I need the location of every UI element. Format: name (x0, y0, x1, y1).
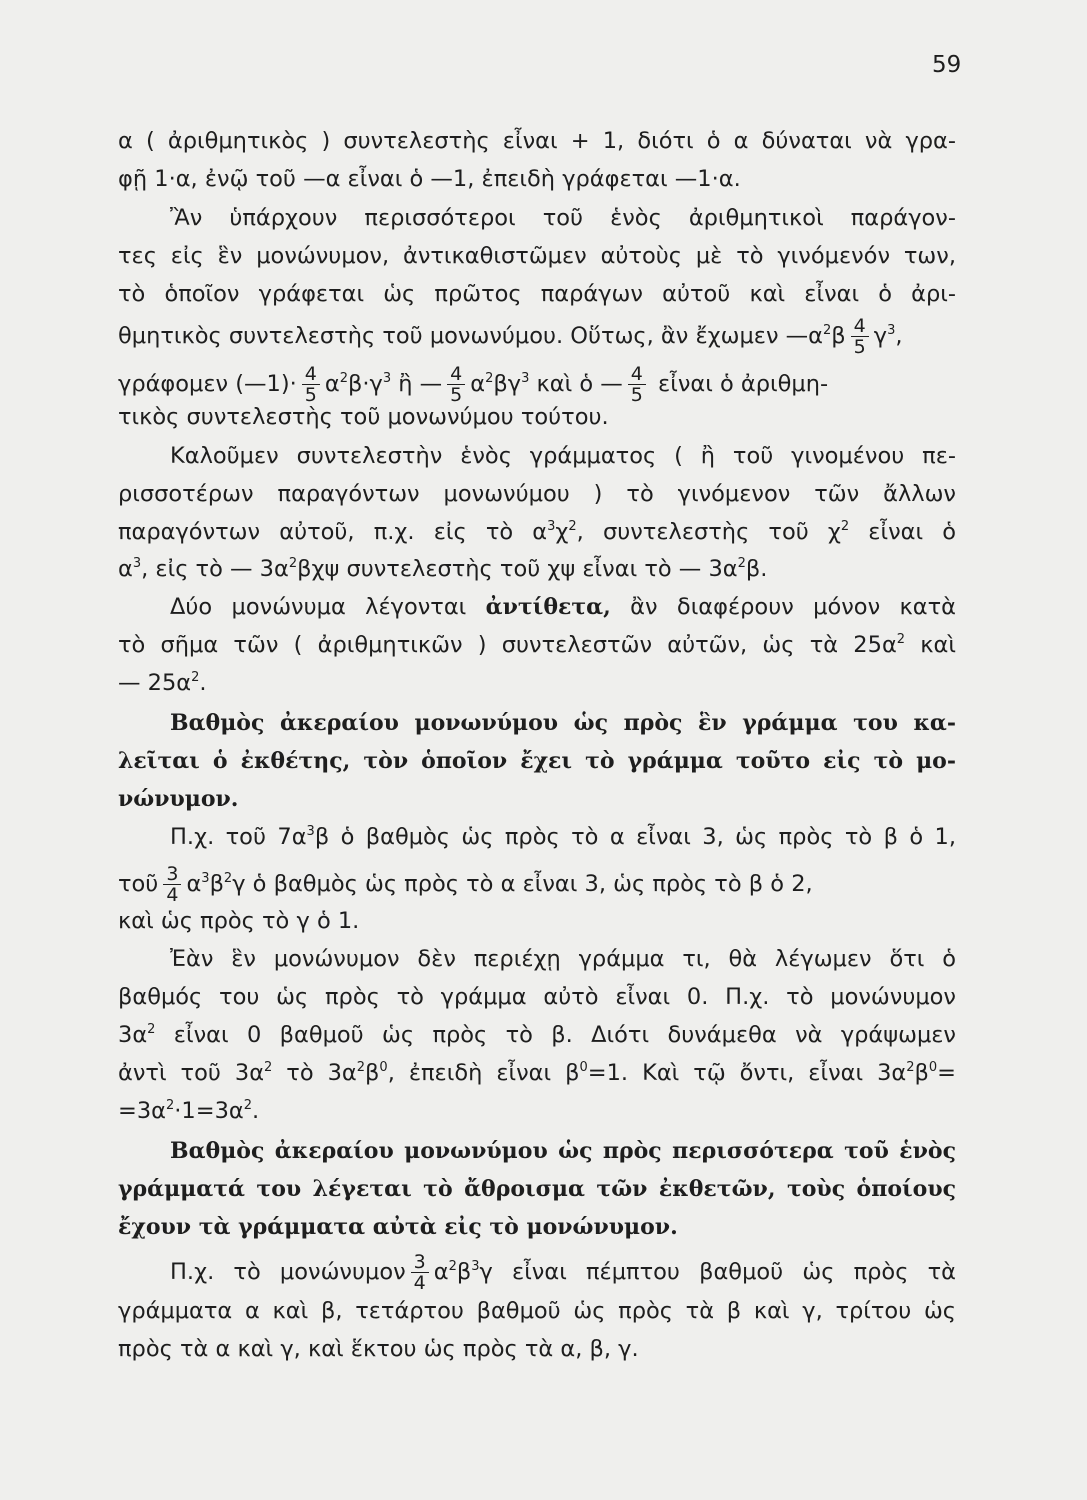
fraction-denominator: 5 (304, 384, 317, 406)
text-segment: = (937, 1060, 957, 1086)
definition-line: λεῖται ὁ ἐκθέτης, τὸν ὁποῖον ἔχει τὸ γράμμα τοῦτο εἰς τὸ μο- (118, 748, 956, 774)
exponent: 2 (243, 1098, 253, 1113)
text-segment: καὶ ὁ — (529, 371, 623, 397)
exponent: 0 (579, 1060, 588, 1075)
text-segment: εἶναι ὁ ἀριθμη- (650, 371, 829, 397)
text-line: βαθμός του ὡς πρὸς τὸ γράμμα αὐτὸ εἶναι 0. Π.χ. τὸ μονώνυμον (118, 984, 956, 1010)
exponent: 2 (223, 871, 233, 886)
text-segment: , ἐπειδὴ εἶναι β (387, 1060, 580, 1086)
text-line: Ἂν ὑπάρχουν περισσότεροι τοῦ ἑνὸς ἀριθμητικοὶ παράγον- (170, 205, 956, 231)
text-segment: β·γ (347, 371, 383, 397)
text-line (118, 668, 956, 698)
text-segment: Π.χ. τὸ μονώνυμον (170, 1259, 406, 1285)
exponent: 2 (568, 519, 577, 534)
text-line (170, 592, 956, 622)
exponent: 2 (339, 371, 348, 386)
text-segment: β (456, 1259, 472, 1285)
text-segment: γ ὁ βαθμὸς ὡς πρὸς τὸ α εἶναι 3, ὡς πρὸς τὸ β ὁ 2, (232, 871, 813, 897)
fraction (302, 364, 320, 405)
text-segment: . (199, 670, 207, 696)
exponent: 3 (382, 371, 392, 386)
text-segment: α (324, 371, 340, 397)
text-segment: τοῦ (118, 871, 159, 897)
text-segment: ἢ — (391, 371, 443, 397)
text-segment: α (186, 871, 202, 897)
text-segment: εἶναι ὁ (849, 519, 957, 545)
text-line (118, 630, 956, 660)
text-segment: γ (873, 323, 888, 349)
text-line: Καλοῦμεν συντελεστὴν ἑνὸς γράμματος ( ἢ τοῦ γινομένου πε- (170, 443, 956, 469)
exponent: 0 (379, 1060, 388, 1075)
text-line: καὶ ὡς πρὸς τὸ γ ὁ 1. (118, 908, 360, 934)
exponent: 2 (166, 1098, 175, 1113)
text-line: α ( ἀριθμητικὸς ) συντελεστὴς εἶναι + 1, διότι ὁ α δύναται νὰ γρα- (118, 128, 956, 154)
text-segment: καὶ (905, 632, 956, 658)
text-segment: , συντελεστὴς τοῦ χ (576, 519, 841, 545)
exponent: 2 (147, 1022, 156, 1037)
text-segment: βγ (493, 371, 522, 397)
text-line: τικὸς συντελεστὴς τοῦ μονωνύμου τούτου. (118, 404, 609, 430)
text-segment: ·1=3α (174, 1098, 244, 1124)
text-segment: β ὁ βαθμὸς ὡς πρὸς τὸ α εἶναι 3, ὡς πρὸς τὸ β ὁ 1, (314, 824, 956, 850)
text-line: γράμματα α καὶ β, τετάρτου βαθμοῦ ὡς πρὸς τὰ β καὶ γ, τρίτου ὡς (118, 1298, 956, 1324)
text-segment: τὸ 3α (272, 1060, 357, 1086)
fraction-denominator: 4 (166, 884, 179, 906)
exponent: 2 (823, 323, 832, 338)
text-segment: , (895, 323, 903, 349)
text-line (118, 1096, 956, 1126)
exponent: 2 (485, 371, 494, 386)
exponent: 2 (356, 1060, 366, 1075)
definition-line: Βαθμὸς ἀκεραίου μονωνύμου ὡς πρὸς ἓν γράμμα του κα- (170, 710, 956, 736)
text-segment: , εἰς τὸ — 3α (141, 556, 289, 582)
fraction-denominator: 5 (853, 336, 866, 358)
text-segment: α (118, 556, 133, 582)
fraction (851, 316, 869, 357)
text-line (118, 1020, 956, 1050)
text-line: ρισσοτέρων παραγόντων μονωνύμου ) τὸ γινόμενον τῶν ἄλλων (118, 481, 956, 507)
exponent: 3 (887, 323, 896, 338)
fraction (628, 364, 646, 405)
fraction-denominator: 5 (450, 384, 463, 406)
exponent: 2 (896, 632, 906, 647)
exponent: 3 (201, 871, 210, 886)
text-line (118, 517, 956, 547)
definition-line: γράμματά του λέγεται τὸ ἄθροισμα τῶν ἐκθετῶν, τοὺς ὁποίους (118, 1176, 956, 1202)
text-segment: ἂν διαφέρουν μόνον κατὰ (610, 594, 956, 620)
exponent: 2 (906, 1060, 915, 1075)
page-number: 59 (932, 52, 962, 78)
text-segment: χ (555, 519, 569, 545)
text-segment: =3α (118, 1098, 166, 1124)
text-segment: β. (745, 556, 768, 582)
text-line (170, 822, 956, 852)
fraction-denominator: 4 (413, 1272, 426, 1294)
defined-term: ἀντίθετα, (485, 594, 611, 620)
text-line (118, 316, 956, 357)
text-segment: α (470, 371, 486, 397)
exponent: 2 (264, 1060, 273, 1075)
text-segment: Π.χ. τοῦ 7α (170, 824, 307, 850)
text-line: πρὸς τὰ α καὶ γ, καὶ ἕκτου ὡς πρὸς τὰ α, β, γ. (118, 1336, 639, 1362)
text-segment: παραγόντων αὐτοῦ, π.χ. εἰς τὸ α (118, 519, 548, 545)
fraction-numerator: 4 (851, 316, 869, 337)
text-segment: β (914, 1060, 929, 1086)
exponent: 3 (132, 556, 142, 571)
fraction (411, 1252, 429, 1293)
text-line (118, 1058, 956, 1088)
text-segment: β (209, 871, 224, 897)
text-line: φῇ 1·α, ἐνῷ τοῦ —α εἶναι ὁ —1, ἐπειδὴ γράφεται —1·α. (118, 166, 741, 192)
text-segment: βχψ συντελεστὴς τοῦ χψ εἶναι τὸ — 3α (297, 556, 738, 582)
fraction-numerator: 4 (628, 364, 646, 385)
exponent: 3 (306, 824, 315, 839)
fraction-numerator: 3 (163, 864, 181, 885)
exponent: 0 (928, 1060, 938, 1075)
text-segment: τὸ σῆμα τῶν ( ἀριθμητικῶν ) συντελεστῶν αὐτῶν, ὡς τὰ 25α (118, 632, 897, 658)
exponent: 2 (448, 1259, 457, 1274)
fraction (447, 364, 465, 405)
text-segment: β (831, 323, 846, 349)
text-line: τὸ ὁποῖον γράφεται ὡς πρῶτος παράγων αὐτοῦ καὶ εἶναι ὁ ἀρι- (118, 281, 956, 307)
fraction-denominator: 5 (630, 384, 643, 406)
text-segment: ἀντὶ τοῦ 3α (118, 1060, 265, 1086)
definition-line: Βαθμὸς ἀκεραίου μονωνύμου ὡς πρὸς περισσότερα τοῦ ἑνὸς (170, 1138, 956, 1164)
text-line: Ἐὰν ἓν μονώνυμον δὲν περιέχῃ γράμμα τι, θὰ λέγωμεν ὅτι ὁ (170, 946, 956, 972)
text-segment: γ εἶναι πέμπτου βαθμοῦ ὡς πρὸς τὰ (479, 1259, 956, 1285)
definition-line: ἔχουν τὰ γράμματα αὐτὰ εἰς τὸ μονώνυμον. (118, 1214, 678, 1240)
text-segment: . (252, 1098, 260, 1124)
text-segment: — 25α (118, 670, 192, 696)
text-segment: α (433, 1259, 449, 1285)
text-segment: β (365, 1060, 380, 1086)
text-segment: Δύο μονώνυμα λέγονται (170, 594, 486, 620)
text-line (118, 364, 956, 405)
text-line (170, 1252, 956, 1293)
text-segment: =1. Καὶ τῷ ὄντι, εἶναι 3α (587, 1060, 907, 1086)
exponent: 3 (521, 371, 530, 386)
exponent: 3 (547, 519, 556, 534)
text-line: τες εἰς ἓν μονώνυμον, ἀντικαθιστῶμεν αὐτοὺς μὲ τὸ γινόμενόν των, (118, 243, 956, 269)
fraction-numerator: 3 (411, 1252, 429, 1273)
text-segment: θμητικὸς συντελεστὴς τοῦ μονωνύμου. Οὕτως, ἂν ἔχωμεν —α (118, 323, 824, 349)
text-segment: 3α (118, 1022, 148, 1048)
text-line (118, 554, 956, 584)
fraction-numerator: 4 (447, 364, 465, 385)
text-segment: εἶναι 0 βαθμοῦ ὡς πρὸς τὸ β. Διότι δυνάμεθα νὰ γράψωμεν (155, 1022, 956, 1048)
exponent: 2 (840, 519, 850, 534)
fraction (163, 864, 181, 905)
fraction-numerator: 4 (302, 364, 320, 385)
text-segment: γράφομεν (—1)· (118, 371, 297, 397)
definition-line: νώνυμον. (118, 786, 239, 812)
exponent: 3 (471, 1259, 480, 1274)
text-line (118, 864, 956, 905)
exponent: 2 (288, 556, 298, 571)
exponent: 2 (737, 556, 746, 571)
exponent: 2 (191, 670, 200, 685)
